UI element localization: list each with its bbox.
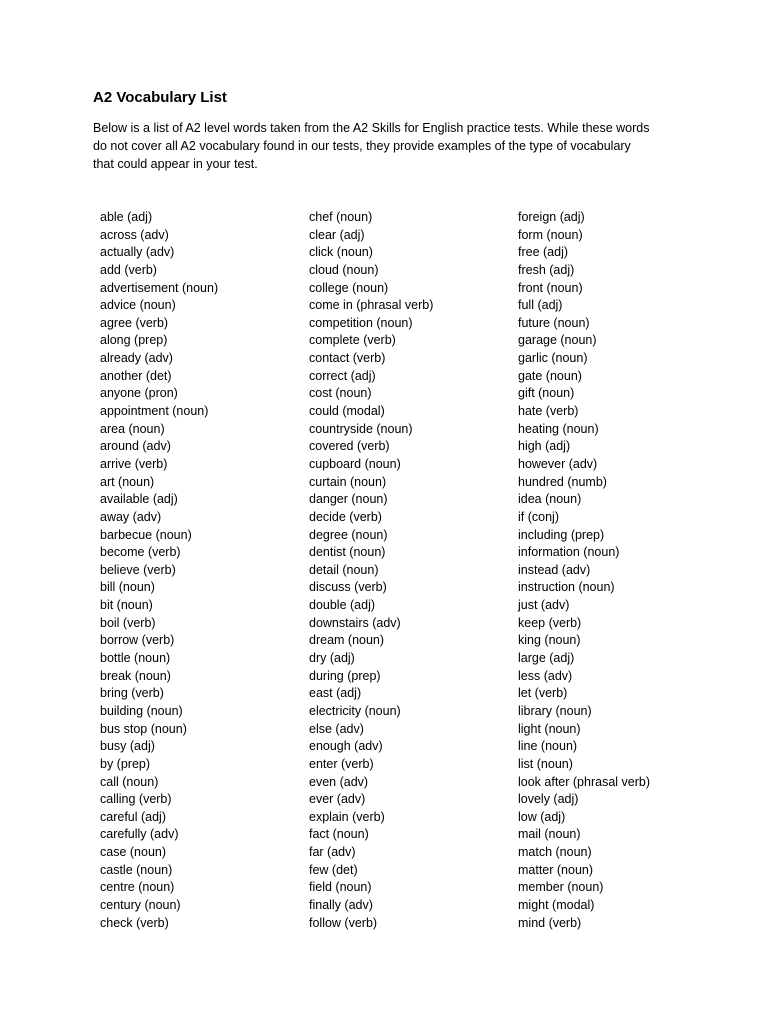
vocab-entry: mind (verb) [518,915,582,930]
vocab-entry: degree (noun) [309,527,388,542]
vocab-entry: lovely (adj) [518,792,579,807]
vocab-entry: ever (adv) [309,792,366,807]
vocab-entry: downstairs (adv) [309,615,401,630]
vocab-entry: else (adv) [309,721,364,736]
vocab-entry: let (verb) [518,686,568,701]
vocab-entry: available (adj) [100,492,178,507]
vocab-entry: contact (verb) [309,351,386,366]
vocab-entry: foreign (adj) [518,210,585,224]
vocab-entry: hate (verb) [518,404,579,419]
vocab-entry: carefully (adv) [100,827,179,842]
vocab-entry: borrow (verb) [100,633,175,648]
vocab-entry: check (verb) [100,915,169,930]
intro-line: do not cover all A2 vocabulary found in our tests, they provide examples of the type of vocabulary [93,139,631,153]
vocab-entry: enough (adv) [309,739,383,754]
vocab-entry: calling (verb) [100,792,172,807]
vocab-entry: cost (noun) [309,386,372,401]
vocab-entry: front (noun) [518,280,583,295]
vocab-entry: covered (verb) [309,439,390,454]
vocab-entry: able (adj) [100,210,153,224]
vocab-entry: call (noun) [100,774,159,789]
vocab-entry: college (noun) [309,280,389,295]
vocab-entry: become (verb) [100,545,181,560]
vocab-entry: bit (noun) [100,598,153,613]
intro-line: Below is a list of A2 level words taken from the A2 Skills for English practice tests. While these words [93,121,650,135]
vocab-entry: high (adj) [518,439,571,454]
intro-paragraph [93,119,683,173]
vocab-entry: member (noun) [518,880,604,895]
vocab-entry: centre (noun) [100,880,175,895]
vocab-entry: appointment (noun) [100,404,209,419]
vocab-entry: chef (noun) [309,210,373,224]
vocab-entry: even (adv) [309,774,369,789]
vocab-entry: countryside (noun) [309,421,413,436]
vocab-entry: actually (adv) [100,245,175,260]
vocab-entry: careful (adj) [100,809,166,824]
vocab-entry: around (adv) [100,439,171,454]
vocab-entry: danger (noun) [309,492,388,507]
vocab-entry: fact (noun) [309,827,369,842]
vocab-entry: might (modal) [518,897,595,912]
vocab-entry: few (det) [309,862,358,877]
vocab-entry: future (noun) [518,315,590,330]
vocab-entry: gate (noun) [518,368,582,383]
vocab-entry: correct (adj) [309,368,376,383]
vocab-entry: fresh (adj) [518,262,575,277]
vocab-entry: case (noun) [100,845,167,860]
vocab-entry: line (noun) [518,739,578,754]
vocab-entry: however (adv) [518,456,598,471]
vocab-entry: large (adj) [518,651,575,666]
vocab-entry: form (noun) [518,227,583,242]
vocab-entry: mail (noun) [518,827,581,842]
vocab-entry: bring (verb) [100,686,164,701]
vocab-entry: library (noun) [518,703,592,718]
vocab-entry: art (noun) [100,474,155,489]
vocab-entry: add (verb) [100,262,157,277]
vocab-entry: field (noun) [309,880,372,895]
vocab-entry: double (adj) [309,598,376,613]
vocab-entry: anyone (pron) [100,386,178,401]
document-title: A2 Vocabulary List [93,89,227,106]
word-column-2 [309,209,519,932]
vocab-entry: area (noun) [100,421,165,436]
vocab-entry: agree (verb) [100,315,169,330]
vocab-entry: garage (noun) [518,333,597,348]
vocab-entry: cloud (noun) [309,262,379,277]
vocab-entry: king (noun) [518,633,581,648]
vocab-entry: cupboard (noun) [309,456,401,471]
vocab-entry: break (noun) [100,668,171,683]
vocab-entry: clear (adj) [309,227,365,242]
vocab-entry: decide (verb) [309,509,382,524]
intro-line: that could appear in your test. [93,157,258,171]
vocab-entry: during (prep) [309,668,381,683]
vocab-entry: match (noun) [518,845,592,860]
vocab-entry: competition (noun) [309,315,413,330]
vocab-entry: across (adv) [100,227,169,242]
vocab-entry: along (prep) [100,333,168,348]
vocab-entry: building (noun) [100,703,183,718]
vocab-entry: enter (verb) [309,756,374,771]
vocab-entry: explain (verb) [309,809,385,824]
vocab-entry: east (adj) [309,686,362,701]
vocab-entry: already (adv) [100,351,173,366]
vocab-entry: detail (noun) [309,562,379,577]
vocab-entry: follow (verb) [309,915,378,930]
vocab-entry: light (noun) [518,721,581,736]
vocab-entry: bottle (noun) [100,651,171,666]
vocab-entry: list (noun) [518,756,573,771]
vocab-entry: another (det) [100,368,172,383]
vocab-entry: century (noun) [100,897,181,912]
word-column-1 [100,209,310,932]
vocab-entry: heating (noun) [518,421,599,436]
vocab-entry: low (adj) [518,809,566,824]
vocab-entry: look after (phrasal verb) [518,774,651,789]
vocab-entry: bill (noun) [100,580,155,595]
vocab-entry: if (conj) [518,509,559,524]
vocab-entry: less (adv) [518,668,573,683]
vocab-entry: full (adj) [518,298,563,313]
vocab-entry: far (adv) [309,845,356,860]
vocab-entry: barbecue (noun) [100,527,192,542]
vocab-entry: castle (noun) [100,862,173,877]
vocab-entry: discuss (verb) [309,580,387,595]
vocab-entry: garlic (noun) [518,351,588,366]
vocab-entry: gift (noun) [518,386,575,401]
vocab-entry: come in (phrasal verb) [309,298,434,313]
vocab-entry: dream (noun) [309,633,385,648]
vocab-entry: information (noun) [518,545,620,560]
vocab-entry: free (adj) [518,245,569,260]
vocab-entry: could (modal) [309,404,385,419]
vocab-entry: hundred (numb) [518,474,607,489]
vocab-entry: busy (adj) [100,739,155,754]
vocab-entry: dentist (noun) [309,545,386,560]
vocab-entry: away (adv) [100,509,162,524]
vocab-entry: including (prep) [518,527,605,542]
vocab-entry: dry (adj) [309,651,355,666]
vocab-entry: advertisement (noun) [100,280,219,295]
vocab-entry: matter (noun) [518,862,594,877]
vocab-entry: instead (adv) [518,562,591,577]
vocab-entry: by (prep) [100,756,151,771]
vocab-entry: finally (adv) [309,897,373,912]
vocab-entry: arrive (verb) [100,456,168,471]
vocab-entry: instruction (noun) [518,580,615,595]
vocab-entry: just (adv) [518,598,570,613]
vocab-entry: click (noun) [309,245,373,260]
word-column-3 [518,209,728,932]
vocab-entry: bus stop (noun) [100,721,187,736]
vocab-entry: keep (verb) [518,615,582,630]
vocab-entry: boil (verb) [100,615,156,630]
vocab-entry: electricity (noun) [309,703,401,718]
vocab-entry: advice (noun) [100,298,176,313]
vocab-entry: curtain (noun) [309,474,387,489]
vocab-entry: idea (noun) [518,492,582,507]
vocab-entry: complete (verb) [309,333,396,348]
vocab-entry: believe (verb) [100,562,176,577]
